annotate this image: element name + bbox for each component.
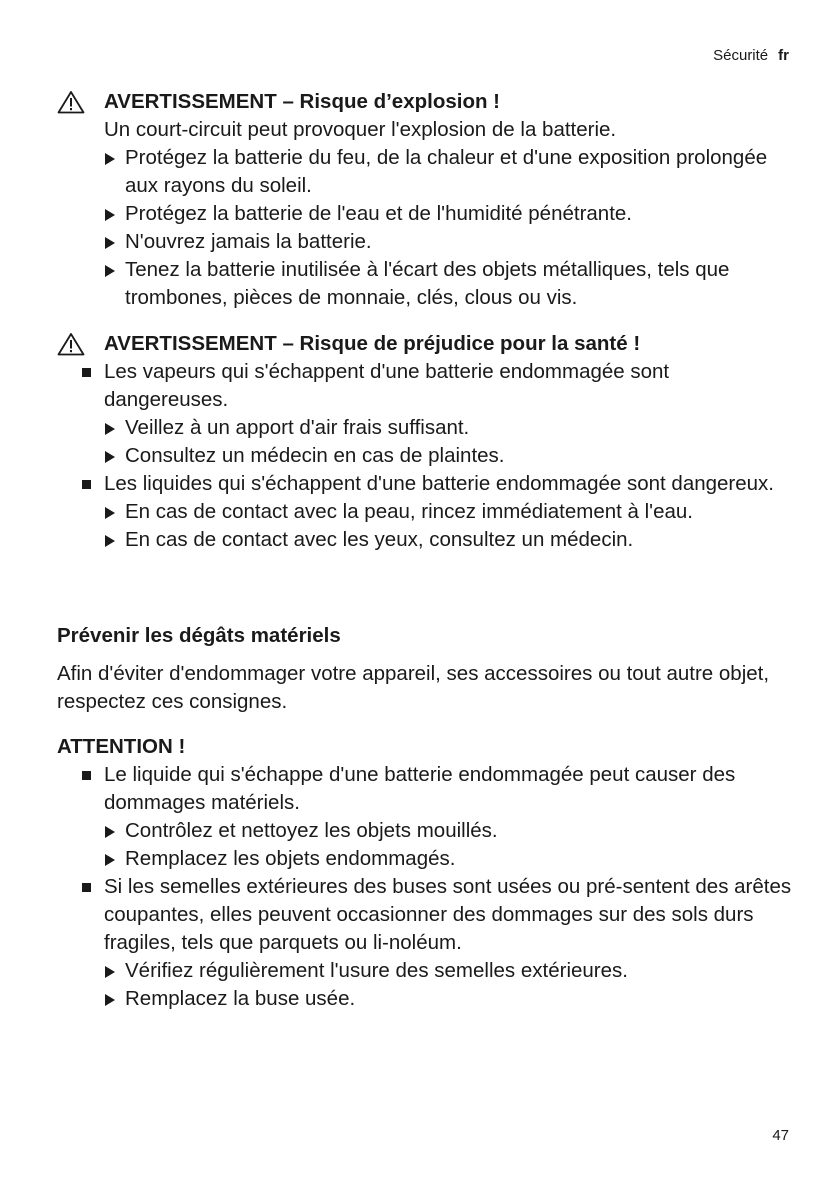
attention-section [57,733,797,1013]
action-item: Remplacez les objets endommagés. [57,845,797,873]
warning-title: AVERTISSEMENT – Risque de préjudice pour la santé ! [57,330,797,358]
page-header [713,47,789,64]
action-item: En cas de contact avec la peau, rincez immédiatement à l'eau. [57,498,797,526]
section-intro: Afin d'éviter d'endommager votre appareil, ses accessoires ou tout autre objet, respectez ces consignes. [57,662,770,713]
action-item: Protégez la batterie du feu, de la chaleur et d'une exposition prolongée aux rayons du soleil. [57,144,797,200]
action-item: N'ouvrez jamais la batterie. [57,228,797,256]
language-code: fr [778,47,789,64]
page-number: 47 [772,1127,789,1144]
warning-explosion [57,88,797,312]
action-item: Remplacez la buse usée. [57,985,797,1013]
action-item: Veillez à un apport d'air frais suffisant. [57,414,797,442]
action-item: Protégez la batterie de l'eau et de l'humidité pénétrante. [57,200,797,228]
attention-title: ATTENTION ! [57,735,186,758]
action-item: Consultez un médecin en cas de plaintes. [57,442,797,470]
section-heading: Prévenir les dégâts matériels [57,624,341,647]
action-item: Tenez la batterie inutilisée à l'écart des objets métalliques, tels que trombones, pièces de monnaie, clés, clous ou vis. [57,256,797,312]
warning-title: AVERTISSEMENT – Risque d’explosion ! [57,88,797,116]
hazard-item: Les liquides qui s'échappent d'une batterie endommagée sont dangereux. [57,470,797,498]
action-item: Vérifiez régulièrement l'usure des semelles extérieures. [57,957,797,985]
hazard-item: Les vapeurs qui s'échappent d'une batterie endommagée sont dangereuses. [57,358,797,414]
warning-intro: Un court-circuit peut provoquer l'explosion de la batterie. [104,118,617,141]
hazard-item: Le liquide qui s'échappe d'une batterie endommagée peut causer des dommages matériels. [57,761,797,817]
action-item: Contrôlez et nettoyez les objets mouillés. [57,817,797,845]
section-name: Sécurité [713,47,769,64]
warning-triangle-icon [57,90,85,114]
action-item: En cas de contact avec les yeux, consultez un médecin. [57,526,797,554]
hazard-item: Si les semelles extérieures des buses sont usées ou pré-sentent des arêtes coupantes, elles peuvent occasionner des dommages sur des sols durs fragiles, tels que parquets ou li-noléum. [57,873,797,957]
warning-triangle-icon [57,332,85,356]
warning-health [57,330,797,554]
damage-section [57,622,797,716]
